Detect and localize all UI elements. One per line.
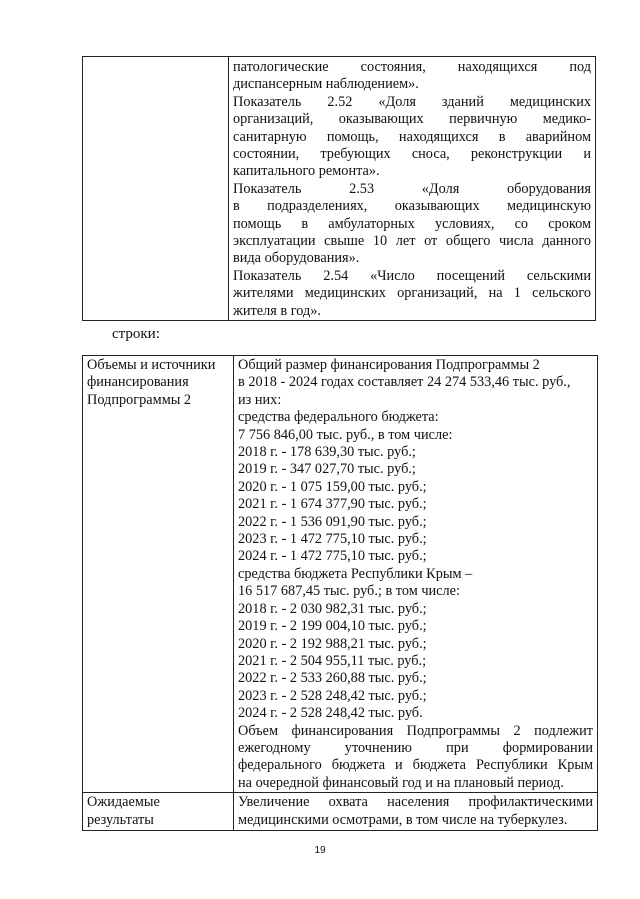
text-line: средства федерального бюджета: xyxy=(238,409,439,426)
text-line: Показатель 2.53 «Доля оборудования xyxy=(233,180,591,197)
text-line: санитарную помощь, находящихся в аварийном xyxy=(233,128,591,145)
text-line: 2022 г. - 2 533 260,88 тыс. руб.; xyxy=(238,670,427,687)
text-line: федерального бюджета и бюджета Республики Крым xyxy=(238,757,593,774)
text-line: 2024 г. - 2 528 248,42 тыс. руб. xyxy=(238,705,423,722)
text-line: в 2018 - 2024 годах составляет 24 274 533,46 тыс. руб., xyxy=(238,374,571,391)
text-line: вида оборудования». xyxy=(233,250,360,267)
text-line: на очередной финансовый год и на плановый период. xyxy=(238,774,564,791)
text-line: помощь в амбулаторных условиях, со сроком xyxy=(233,215,591,232)
indicators-label-cell xyxy=(83,57,229,321)
text-line: Общий размер финансирования Подпрограммы 2 xyxy=(238,357,540,373)
text-line: 2022 г. - 1 536 091,90 тыс. руб.; xyxy=(238,513,427,530)
text-line: Увеличение охвата населения профилактическими xyxy=(238,794,593,811)
text-line: в подразделениях, оказывающих медицинскую xyxy=(233,198,591,215)
financing-text-cell xyxy=(234,356,598,793)
between-text: строки: xyxy=(112,326,160,342)
text-line: 2023 г. - 2 528 248,42 тыс. руб.; xyxy=(238,687,427,704)
results-text-cell xyxy=(234,793,598,831)
indicators-row xyxy=(83,57,596,321)
label-line: Подпрограммы 2 xyxy=(87,391,192,408)
text-line: 16 517 687,45 тыс. руб.; в том числе: xyxy=(238,583,460,600)
text-line: ежегодному уточнению при формировании xyxy=(238,739,593,756)
text-line: 2023 г. - 1 472 775,10 тыс. руб.; xyxy=(238,531,427,548)
text-line: 2021 г. - 1 674 377,90 тыс. руб.; xyxy=(238,496,427,513)
text-line: 2020 г. - 2 192 988,21 тыс. руб.; xyxy=(238,635,427,652)
financing-row xyxy=(83,356,598,793)
text-line: жителя в год». xyxy=(233,302,321,319)
text-line: средства бюджета Республики Крым – xyxy=(238,565,473,582)
text-line: организаций, оказывающих первичную медико- xyxy=(233,111,591,128)
text-line: 2024 г. - 1 472 775,10 тыс. руб.; xyxy=(238,548,427,565)
label-line: финансирования xyxy=(87,374,189,391)
text-line: 2019 г. - 2 199 004,10 тыс. руб.; xyxy=(238,618,427,635)
text-line: состоянии, требующих сноса, реконструкции и xyxy=(233,146,591,163)
text-line: диспансерным наблюдением». xyxy=(233,76,419,93)
page-number: 19 xyxy=(314,845,326,856)
text-line: эксплуатации свыше 10 лет от общего числа данного xyxy=(233,233,591,250)
indicators-text-cell xyxy=(229,57,596,321)
label-line: Объемы и источники xyxy=(87,357,216,373)
text-line: 7 756 846,00 тыс. руб., в том числе: xyxy=(238,426,453,443)
text-line: 2018 г. - 178 639,30 тыс. руб.; xyxy=(238,444,416,461)
text-line: 2021 г. - 2 504 955,11 тыс. руб.; xyxy=(238,652,427,669)
text-line: Объем финансирования Подпрограммы 2 подлежит xyxy=(238,722,593,739)
text-line: жителями медицинских организаций, на 1 сельского xyxy=(233,285,591,302)
text-line: из них: xyxy=(238,391,282,408)
results-label-cell xyxy=(83,793,234,831)
continuation-table xyxy=(82,56,596,321)
label-line: результаты xyxy=(87,811,154,828)
results-row xyxy=(83,793,598,831)
text-line: 2019 г. - 347 027,70 тыс. руб.; xyxy=(238,461,416,478)
text-line: Показатель 2.52 «Доля зданий медицинских xyxy=(233,93,591,110)
passport-table xyxy=(82,355,598,831)
text-line: 2020 г. - 1 075 159,00 тыс. руб.; xyxy=(238,478,427,495)
text-line: 2018 г. - 2 030 982,31 тыс. руб.; xyxy=(238,600,427,617)
financing-label-cell xyxy=(83,356,234,793)
text-line: Показатель 2.54 «Число посещений сельскими xyxy=(233,267,591,284)
text-line: капитального ремонта». xyxy=(233,163,380,180)
text-line: медицинскими осмотрами, в том числе на туберкулез. xyxy=(238,811,568,828)
label-line: Ожидаемые xyxy=(87,794,160,811)
text-line: патологические состояния, находящихся под xyxy=(233,59,591,75)
